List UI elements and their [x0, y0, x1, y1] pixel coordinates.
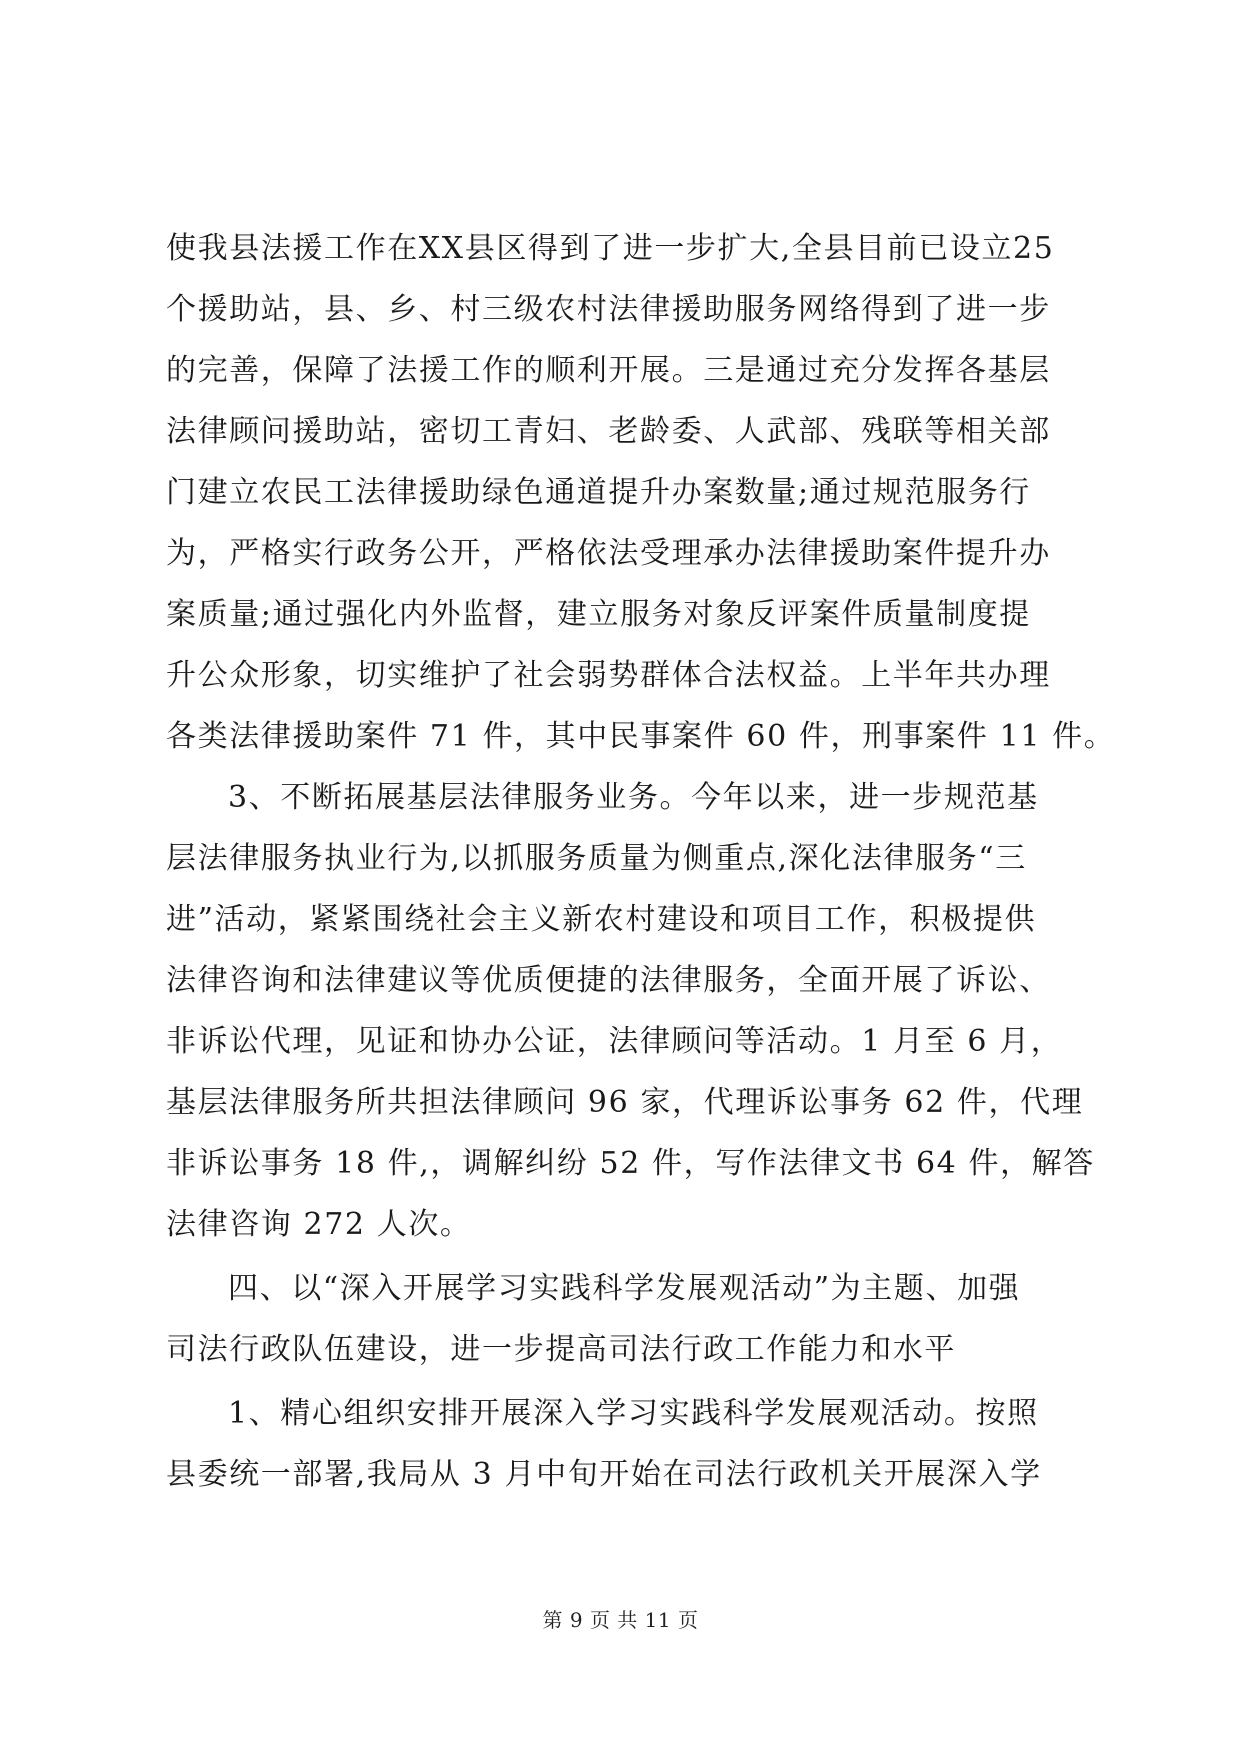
text-line: 基层法律服务所共担法律顾问 96 家，代理诉讼事务 62 件，代理	[166, 1085, 1084, 1120]
text-line: 县委统一部署,我局从 3 月中旬开始在司法行政机关开展深入学	[166, 1457, 1042, 1492]
text-line: 法律咨询 272 人次。	[166, 1207, 472, 1242]
text-line: 使我县法援工作在XX县区得到了进一步扩大,全县目前已设立25	[166, 231, 1055, 266]
text-line: 为，严格实行政务公开，严格依法受理承办法律援助案件提升办	[166, 536, 1051, 571]
text-line: 的完善，保障了法援工作的顺利开展。三是通过充分发挥各基层	[166, 353, 1051, 388]
text-line: 法律咨询和法律建议等优质便捷的法律服务，全面开展了诉讼、	[166, 963, 1051, 998]
text-line: 升公众形象，切实维护了社会弱势群体合法权益。上半年共办理	[166, 658, 1051, 693]
text-line: 各类法律援助案件 71 件，其中民事案件 60 件，刑事案件 11 件。	[166, 719, 1116, 754]
text-line: 非诉讼代理，见证和协办公证，法律顾问等活动。1 月至 6 月，	[166, 1024, 1063, 1059]
page-number-footer: 第 9 页 共 11 页	[542, 1608, 699, 1632]
text-line: 门建立农民工法律援助绿色通道提升办案数量;通过规范服务行	[166, 475, 1031, 510]
text-line: 非诉讼事务 18 件,，调解纠纷 52 件，写作法律文书 64 件，解答	[166, 1146, 1095, 1181]
text-line: 层法律服务执业行为,以抓服务质量为侧重点,深化法律服务“三	[166, 841, 1027, 876]
text-line: 个援助站，县、乡、村三级农村法律援助服务网络得到了进一步	[166, 292, 1051, 327]
paragraph-start-line: 3、不断拓展基层法律服务业务。今年以来，进一步规范基	[228, 780, 1039, 815]
section-heading-line: 司法行政队伍建设，进一步提高司法行政工作能力和水平	[166, 1332, 956, 1367]
section-heading-line: 四、以“深入开展学习实践科学发展观活动”为主题、加强	[228, 1271, 1021, 1306]
paragraph-start-line: 1、精心组织安排开展深入学习实践科学发展观活动。按照	[228, 1396, 1039, 1431]
text-line: 法律顾问援助站，密切工青妇、老龄委、人武部、残联等相关部	[166, 414, 1051, 449]
text-line: 进”活动，紧紧围绕社会主义新农村建设和项目工作，积极提供	[166, 902, 1037, 937]
text-line: 案质量;通过强化内外监督，建立服务对象反评案件质量制度提	[166, 597, 1031, 632]
